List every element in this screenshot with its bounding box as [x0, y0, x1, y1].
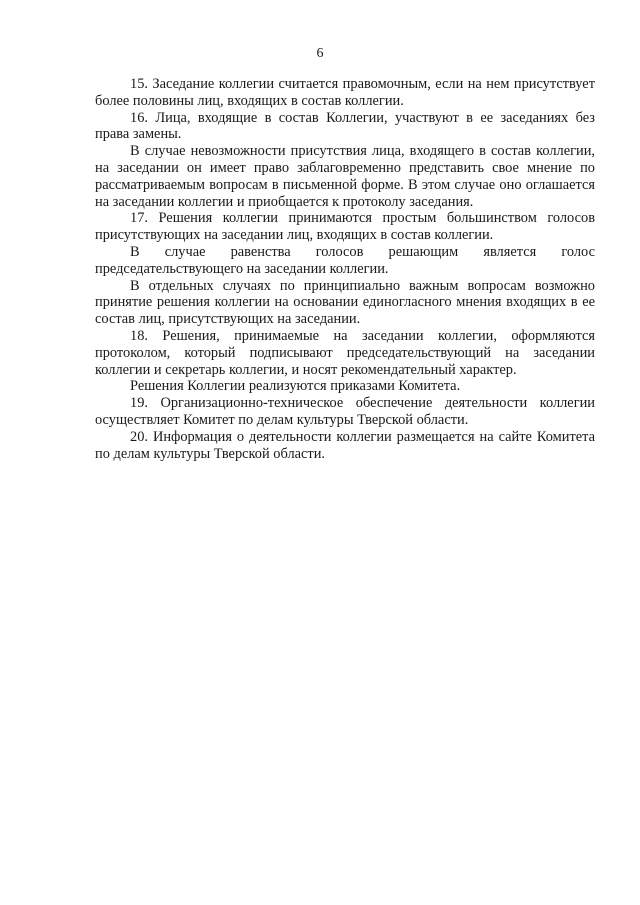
paragraph-18: 18. Решения, принимаемые на заседании коллегии, оформляются протоколом, который подписывают председательствующий на заседании коллегии и секретарь коллегии, и носят рекомендательный характер.: [95, 327, 595, 378]
paragraph-20: 20. Информация о деятельности коллегии размещается на сайте Комитета по делам культуры Тверской области.: [95, 428, 595, 462]
page-number: 6: [316, 46, 324, 61]
paragraph-17: 17. Решения коллегии принимаются простым большинством голосов присутствующих на заседании лиц, входящих в состав коллегии.: [95, 210, 595, 244]
paragraph-18-orders: Решения Коллегии реализуются приказами Комитета.: [130, 378, 461, 395]
paragraph-15: 15. Заседание коллегии считается правомочным, если на нем присутствует более половины лиц, входящих в состав коллегии.: [95, 76, 595, 109]
paragraph-16: 16. Лица, входящие в состав Коллегии, участвуют в ее заседаниях без права замены.: [95, 109, 595, 143]
paragraph-17-unanimous: В отдельных случаях по принципиально важным вопросам возможно принятие решения коллегии на основании единогласного мнения входящих в ее состав лиц, присутствующих на заседании.: [95, 277, 595, 328]
paragraph-17-tie: В случае равенства голосов решающим является голос председательствующего на заседании коллегии.: [95, 243, 595, 277]
document-body: [95, 76, 595, 462]
paragraph-19: 19. Организационно-техническое обеспечение деятельности коллегии осуществляет Комитет по делам культуры Тверской области.: [95, 395, 595, 428]
paragraph-16-absence: В случае невозможности присутствия лица, входящего в состав коллегии, на заседании он имеет право заблаговременно представить свое мнение по рассматриваемым вопросам в письменной форме. В этом случае оно оглашается на заседании коллегии и приобщается к протоколу заседания.: [95, 143, 595, 210]
